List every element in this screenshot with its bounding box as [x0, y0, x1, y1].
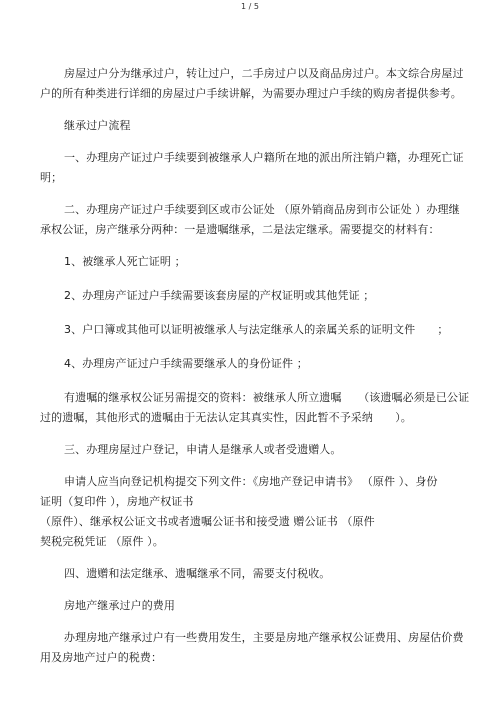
material-item-4: 4、办理房产证过户手续需要继承人的身份证件 ；	[64, 357, 308, 370]
application-line-4: 契税完税凭证 （原件 ）。	[40, 535, 164, 548]
material-item-2: 2、办理房产证过户手续需要该套房屋的产权证明或其他凭证 ；	[64, 289, 375, 302]
document-body	[40, 64, 470, 680]
material-item-1: 1、被继承人死亡证明 ；	[64, 255, 186, 268]
step-1-paragraph: 一、办理房产证过户手续要到被继承人户籍所在地的派出所注销户籍，办理死亡证明；	[40, 151, 464, 184]
step-3-paragraph: 三、办理房屋过户登记，申请人是继承人或者受遗赠人。	[64, 443, 342, 456]
section-heading-inheritance-process: 继承过户流程	[64, 119, 131, 132]
fees-paragraph: 办理房地产继承过户有一些费用发生，主要是房地产继承权公证费用、房屋估价费用及房地产过户的税费：	[40, 631, 464, 664]
application-documents-paragraph	[40, 472, 470, 552]
intro-paragraph: 房屋过户分为继承过户，转让过户，二手房过户以及商品房过户。本文综合房屋过户的所有种类进行详细的房屋过户手续讲解，为需要办理过户手续的购房者提供参考。	[40, 67, 464, 100]
application-line-1: 申请人应当向登记机构提交下列文件：《房地产登记申请书》 （原件 ）、身份	[64, 475, 438, 488]
step-2-paragraph: 二、办理房产证过户手续要到区或市公证处 （原外销商品房到市公证处 ）办理继承权公证，房产继承分两种：一是遗嘱继承，二是法定继承。需要提交的材料有：	[40, 203, 460, 236]
section-heading-fees: 房地产继承过户的费用	[64, 599, 175, 612]
page-indicator: 1 / 5	[241, 2, 259, 11]
step-4-paragraph: 四、遗赠和法定继承、遗嘱继承不同，需要支付税收。	[64, 567, 331, 580]
material-item-3: 3、户口簿或其他可以证明被继承人与法定继承人的亲属关系的证明文件 ；	[64, 323, 449, 336]
will-note-paragraph: 有遗嘱的继承权公证另需提交的资料：被继承人所立遗嘱 （该遗嘱必须是已公证过的遗嘱，其他形式的遗嘱由于无法认定其真实性，因此暂不予采纳 ）。	[40, 391, 470, 424]
application-line-3: （原件）、继承权公证文书或者遗嘱公证书和接受遗 赠公证书 （原件	[40, 515, 375, 528]
application-line-2: 证明（复印件 ），房地产权证书	[40, 495, 194, 508]
